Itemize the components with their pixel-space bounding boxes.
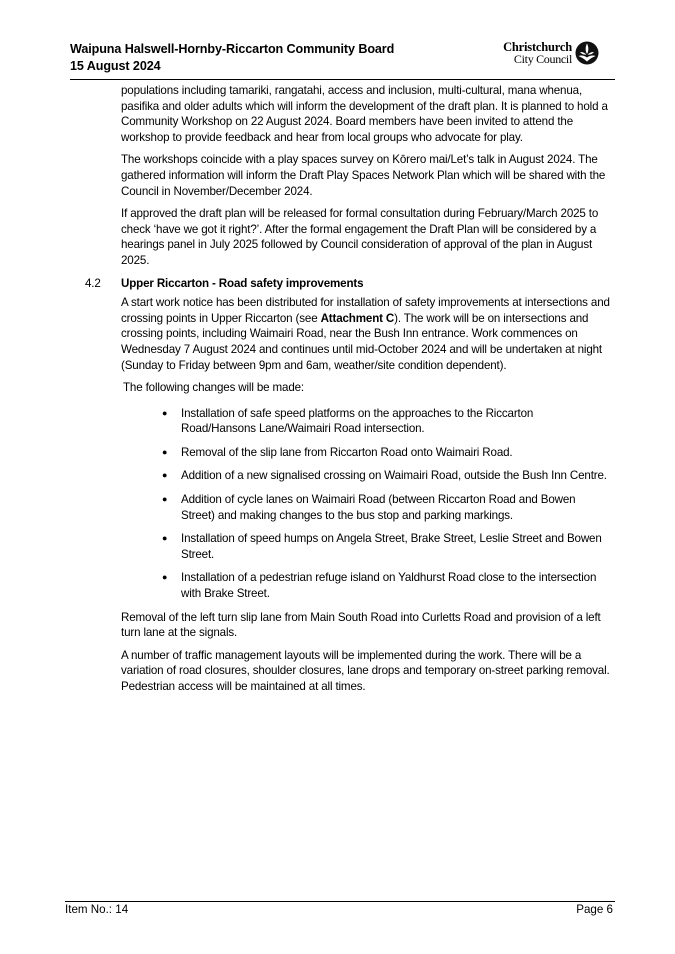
document-body (70, 83, 615, 702)
intro-text-part2: ). The work will be on intersections and crossing points, including Waimairi Road, near the Bush Inn entrance. Work commences on Wednesday 7 August 2024 and continues until mid-October 2024 and will be undertaken at night (Sunday to Friday between 9pm and 6am, weather/site condition dependent). (121, 311, 602, 372)
section-number: 4.2 (85, 276, 101, 290)
list-item-text: Installation of a pedestrian refuge island on Yaldhurst Road close to the intersection with Brake Street. (181, 571, 597, 601)
list-item (160, 531, 615, 562)
bullet-icon: ● (162, 572, 168, 583)
list-item (160, 445, 615, 461)
list-item-text: Installation of safe speed platforms on the approaches to the Riccarton Road/Hansons Lane/Waimairi Road intersection. (181, 406, 534, 436)
bullet-icon: ● (162, 407, 168, 418)
paragraph-text (121, 295, 615, 373)
list-item-text: Addition of a new signalised crossing on Waimairi Road, outside the Bush Inn Centre. (181, 469, 607, 483)
section-intro-paragraph (121, 295, 615, 373)
christchurch-council-emblem-icon (575, 41, 599, 65)
paragraph-text: populations including tamariki, rangatahi, access and inclusion, multi-cultural, mana whenua, pasifika and older adults which will inform the development of the draft plan. It is planned to hold a Community Workshop on 22 August 2024. Board members have been invited to attend the workshop to provide feedback and hear from local groups who advocate for play. (121, 84, 608, 144)
changes-intro: The following changes will be made: (123, 381, 304, 395)
item-number: Item No.: 14 (65, 903, 129, 916)
list-item (160, 406, 615, 437)
list-item (160, 468, 615, 484)
list-item-text: Removal of the slip lane from Riccarton Road onto Waimairi Road. (181, 445, 513, 459)
header-divider (70, 79, 615, 80)
paragraph (121, 610, 615, 641)
changes-list (70, 406, 615, 602)
bullet-icon: ● (162, 533, 168, 544)
logo-line-christchurch: Christchurch (503, 40, 572, 54)
section-title: Upper Riccarton - Road safety improvements (121, 276, 364, 290)
paragraph-text: Removal of the left turn slip lane from Main South Road into Curletts Road and provision of a left turn lane at the signals. (121, 610, 601, 640)
council-logo (503, 41, 599, 65)
paragraph (121, 83, 615, 145)
page-number: Page 6 (576, 903, 613, 916)
logo-wordmark (503, 41, 572, 65)
list-item (160, 492, 615, 523)
section-heading (70, 276, 615, 292)
meeting-date: 15 August 2024 (70, 59, 161, 73)
paragraph (121, 206, 615, 268)
bullet-icon: ● (162, 446, 168, 457)
list-item-text: Installation of speed humps on Angela Street, Brake Street, Leslie Street and Bowen Street. (181, 532, 602, 561)
intro-text-part1: A start work notice has been distributed for installation of safety improvements at intersections and crossing points in Upper Riccarton (see (121, 296, 610, 325)
paragraph-text: If approved the draft plan will be released for formal consultation during February/March 2025 to check ‘have we got it right?’. After the formal engagement the Draft Plan will be considered by a hearings panel in July 2025 followed by Council consideration of approval of the plan in August 2025. (121, 207, 599, 267)
paragraph (121, 152, 615, 199)
list-item (160, 570, 615, 601)
list-item-text: Addition of cycle lanes on Waimairi Road (between Riccarton Road and Bowen Street) and making changes to the bus stop and parking markings. (181, 493, 576, 522)
paragraph-text: The workshops coincide with a play spaces survey on Kōrero mai/Let’s talk in August 2024. The gathered information will inform the Draft Play Spaces Network Plan which will be shared with the Council in November/December 2024. (121, 153, 606, 198)
page-header (70, 41, 605, 77)
board-name: Waipuna Halswell-Hornby-Riccarton Community Board (70, 42, 395, 56)
page-footer (65, 902, 613, 917)
attachment-reference: Attachment C (320, 311, 395, 325)
bullet-icon: ● (162, 470, 168, 481)
paragraph-text: A number of traffic management layouts will be implemented during the work. There will be a variation of road closures, shoulder closures, lane drops and temporary on-street parking removal. Pedestrian access will be maintained at all times. (121, 648, 610, 693)
paragraph (121, 648, 615, 695)
logo-line-city-council: City Council (513, 52, 572, 66)
bullet-icon: ● (162, 494, 168, 505)
